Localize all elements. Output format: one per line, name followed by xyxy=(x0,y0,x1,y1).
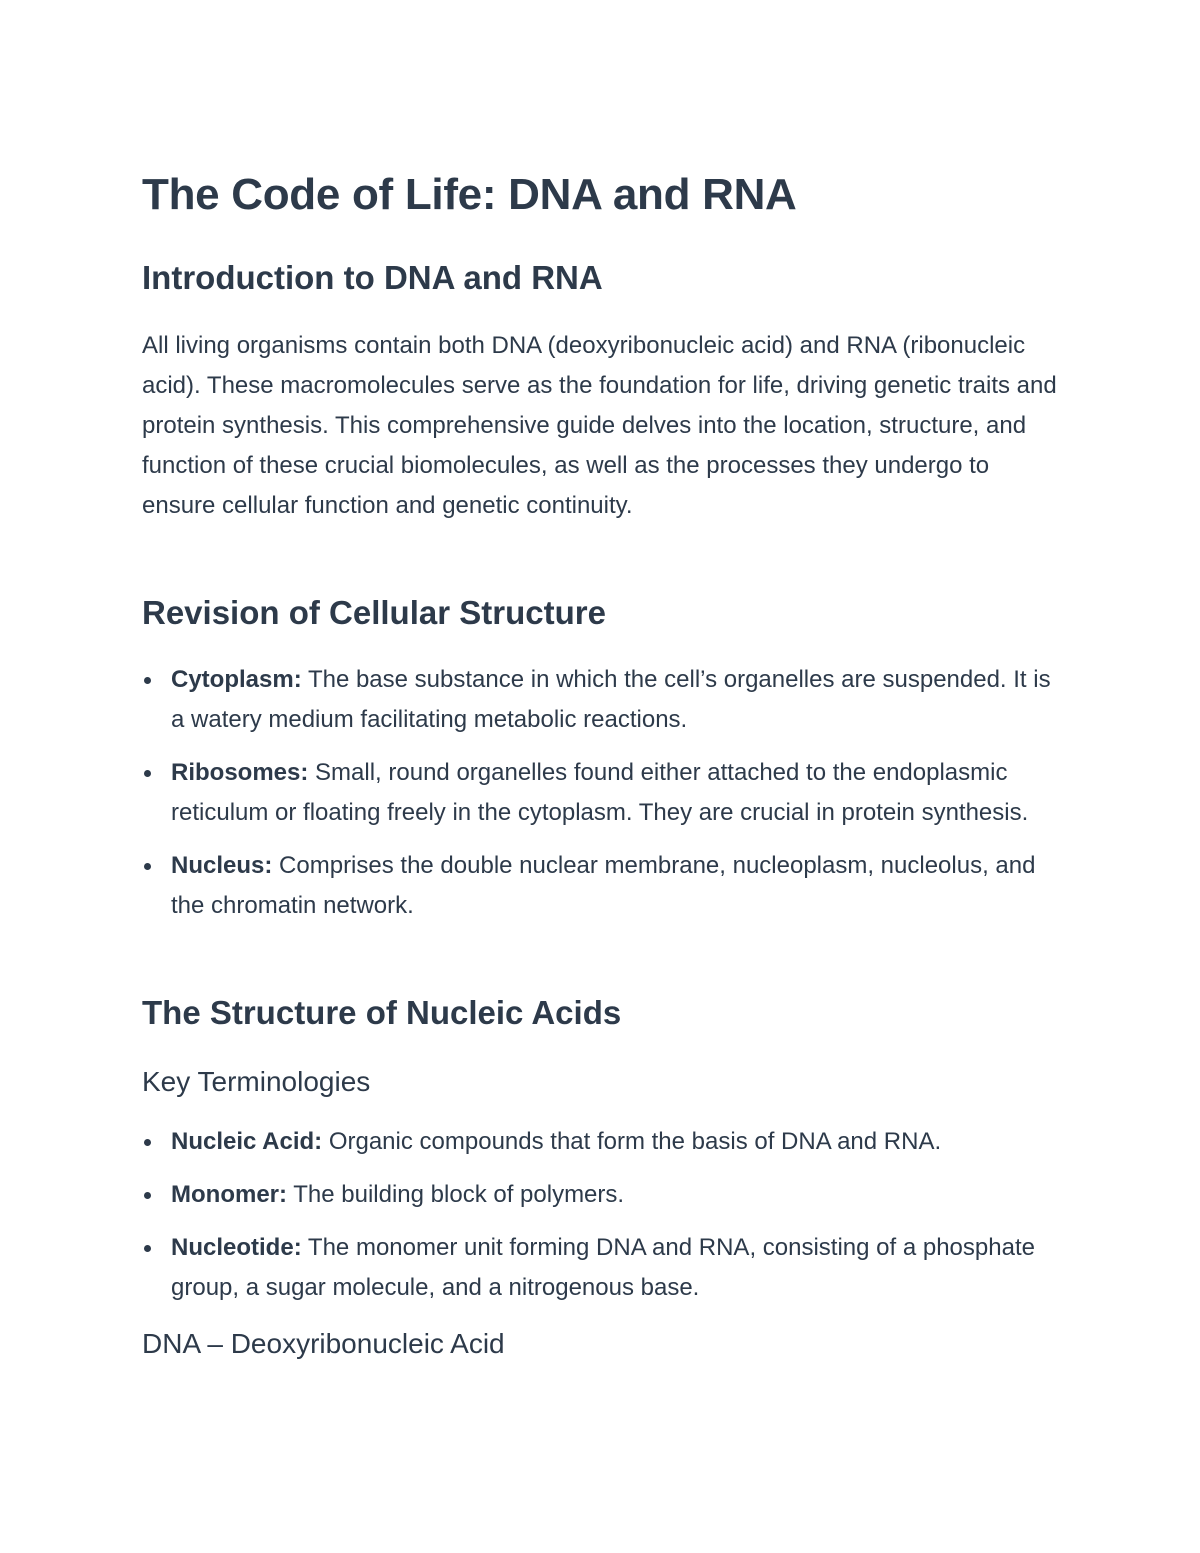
bullet-icon xyxy=(144,677,151,684)
subheading-dna: DNA – Deoxyribonucleic Acid xyxy=(142,1328,505,1359)
term-cytoplasm: Cytoplasm xyxy=(171,666,294,693)
subheading-key-terminologies: Key Terminologies xyxy=(142,1066,371,1097)
section-heading-introduction: Introduction to DNA and RNA xyxy=(142,259,603,296)
bullet-icon xyxy=(144,770,151,777)
term-monomer: Monomer xyxy=(171,1181,279,1208)
list-item-nucleus: Nucleus: Comprises the double nuclear membrane, nucleoplasm, nucleolus, and the chromatin network. xyxy=(142,846,1062,926)
key-terminologies-list xyxy=(142,1122,1062,1321)
term-nucleotide: Nucleotide xyxy=(171,1234,294,1261)
definition-monomer: The building block of polymers. xyxy=(287,1181,625,1208)
list-item-ribosomes: Ribosomes: Small, round organelles found either attached to the endoplasmic reticulum or floating freely in the cytoplasm. They are crucial in protein synthesis. xyxy=(142,753,1062,833)
bullet-icon xyxy=(144,1245,151,1252)
bullet-icon xyxy=(144,1139,151,1146)
cellular-structure-list xyxy=(142,660,1062,939)
term-nucleus: Nucleus xyxy=(171,852,265,879)
page-title: The Code of Life: DNA and RNA xyxy=(142,170,797,219)
list-item-monomer: Monomer: The building block of polymers. xyxy=(142,1175,1062,1215)
definition-nucleic-acid: Organic compounds that form the basis of DNA and RNA. xyxy=(322,1128,942,1155)
section-heading-nucleic-acids: The Structure of Nucleic Acids xyxy=(142,994,622,1031)
definition-nucleus: Comprises the double nuclear membrane, nucleoplasm, nucleolus, and the chromatin network. xyxy=(171,852,1036,919)
definition-cytoplasm: The base substance in which the cell’s organelles are suspended. It is a watery medium facilitating metabolic reactions. xyxy=(171,666,1051,733)
intro-paragraph: All living organisms contain both DNA (deoxyribonucleic acid) and RNA (ribonucleic acid). These macromolecules serve as the foundation for life, driving genetic traits and protein synthesis. This comprehensive guide delves into the location, structure, and function of these crucial biomolecules, as well as the processes they undergo to ensure cellular function and genetic continuity. xyxy=(142,332,1057,519)
bullet-icon xyxy=(144,863,151,870)
list-item-nucleic-acid: Nucleic Acid: Organic compounds that form the basis of DNA and RNA. xyxy=(142,1122,1062,1162)
list-item-nucleotide: Nucleotide: The monomer unit forming DNA and RNA, consisting of a phosphate group, a sugar molecule, and a nitrogenous base. xyxy=(142,1228,1062,1308)
bullet-icon xyxy=(144,1192,151,1199)
section-heading-cellular-structure: Revision of Cellular Structure xyxy=(142,594,606,631)
term-ribosomes: Ribosomes xyxy=(171,759,301,786)
definition-nucleotide: The monomer unit forming DNA and RNA, consisting of a phosphate group, a sugar molecule, and a nitrogenous base. xyxy=(171,1234,1035,1301)
definition-ribosomes: Small, round organelles found either attached to the endoplasmic reticulum or floating freely in the cytoplasm. They are crucial in protein synthesis. xyxy=(171,759,1029,826)
term-nucleic-acid: Nucleic Acid xyxy=(171,1128,315,1155)
list-item-cytoplasm: Cytoplasm: The base substance in which the cell’s organelles are suspended. It is a watery medium facilitating metabolic reactions. xyxy=(142,660,1062,740)
